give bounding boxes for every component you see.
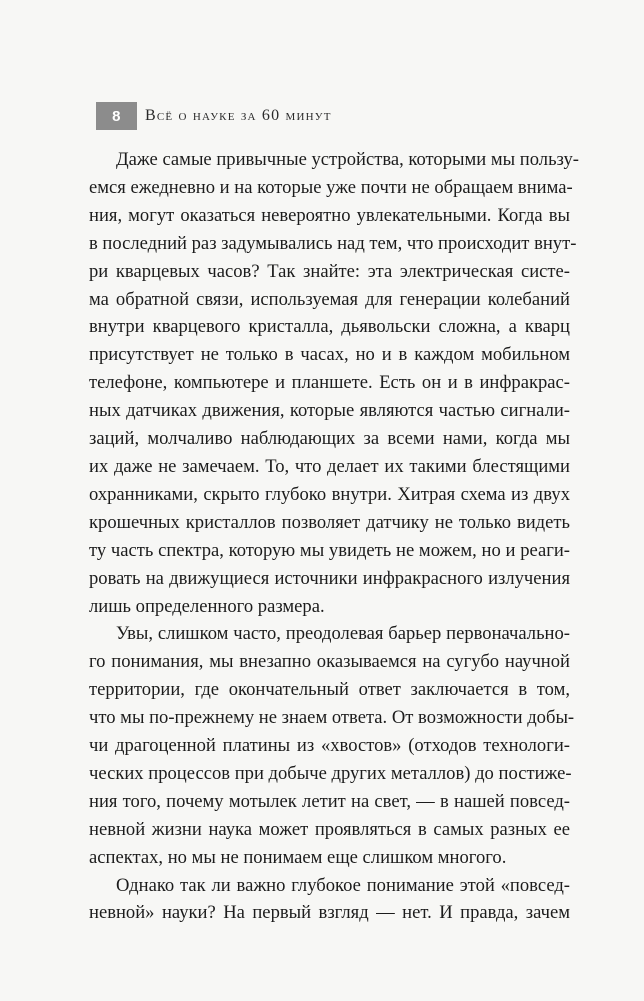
- page-number: 8: [96, 102, 137, 130]
- text-line: лишь определенного размера.: [89, 595, 325, 617]
- paragraph-3: [89, 872, 570, 928]
- body-text: [89, 146, 579, 927]
- text-line: ту часть спектра, которую мы увидеть не можем, но и реаги-: [89, 539, 570, 561]
- text-line: телефоне, компьютере и планшете. Есть он и в инфракрас-: [89, 372, 570, 394]
- text-line: Даже самые привычные устройства, которыми мы пользу-: [116, 149, 579, 170]
- running-title: Всё о науке за 60 минут: [145, 107, 332, 124]
- text-line: территории, где окончательный ответ заключается в том,: [89, 679, 570, 701]
- text-line: ния, могут оказаться невероятно увлекательными. Когда вы: [89, 204, 570, 226]
- text-line: невной жизни наука может проявляться в самых разных ее: [89, 818, 570, 840]
- text-line: охранниками, скрыто глубоко внутри. Хитрая схема из двух: [89, 483, 570, 505]
- text-line: аспектах, но мы не понимаем еще слишком многого.: [89, 846, 507, 868]
- text-line: внутри кварцевого кристалла, дьявольски сложна, а кварц: [89, 316, 570, 338]
- text-line: крошечных кристаллов позволяет датчику не только видеть: [89, 511, 570, 533]
- paragraph-1: [89, 146, 579, 620]
- text-line: в последний раз задумывались над тем, что происходит внут-: [89, 232, 577, 254]
- text-line: емся ежедневно и на которые уже почти не обращаем внима-: [89, 176, 573, 198]
- text-line: ных датчиках движения, которые являются частью сигнали-: [89, 400, 570, 422]
- text-line: Однако так ли важно глубокое понимание этой «повсед-: [116, 874, 570, 896]
- text-line: что мы по-прежнему не знаем ответа. От возможности добы-: [89, 707, 575, 729]
- text-line: ровать на движущиеся источники инфракрасного излучения: [89, 567, 570, 589]
- text-line: невной» науки? На первый взгляд — нет. И правда, зачем: [89, 902, 570, 924]
- text-line: заций, молчаливо наблюдающих за всеми нами, когда мы: [89, 428, 570, 450]
- paragraph-2: [89, 620, 575, 871]
- text-line: чи драгоценной платины из «хвостов» (отходов технологи-: [89, 735, 570, 757]
- text-line: го понимания, мы внезапно оказываемся на сугубо научной: [89, 651, 570, 673]
- text-line: ния того, почему мотылек летит на свет, — в нашей повсед-: [89, 790, 570, 812]
- text-line: ри кварцевых часов? Так знайте: эта электрическая систе-: [89, 260, 570, 282]
- text-line: Увы, слишком часто, преодолевая барьер первоначально-: [116, 623, 570, 645]
- text-line: присутствует не только в часах, но и в каждом мобильном: [89, 344, 570, 366]
- text-line: их даже не замечаем. То, что делает их такими блестящими: [89, 455, 570, 477]
- running-header: [96, 102, 332, 130]
- text-line: ческих процессов при добыче других металлов) до постиже-: [89, 762, 572, 784]
- text-line: ма обратной связи, используемая для генерации колебаний: [89, 288, 570, 310]
